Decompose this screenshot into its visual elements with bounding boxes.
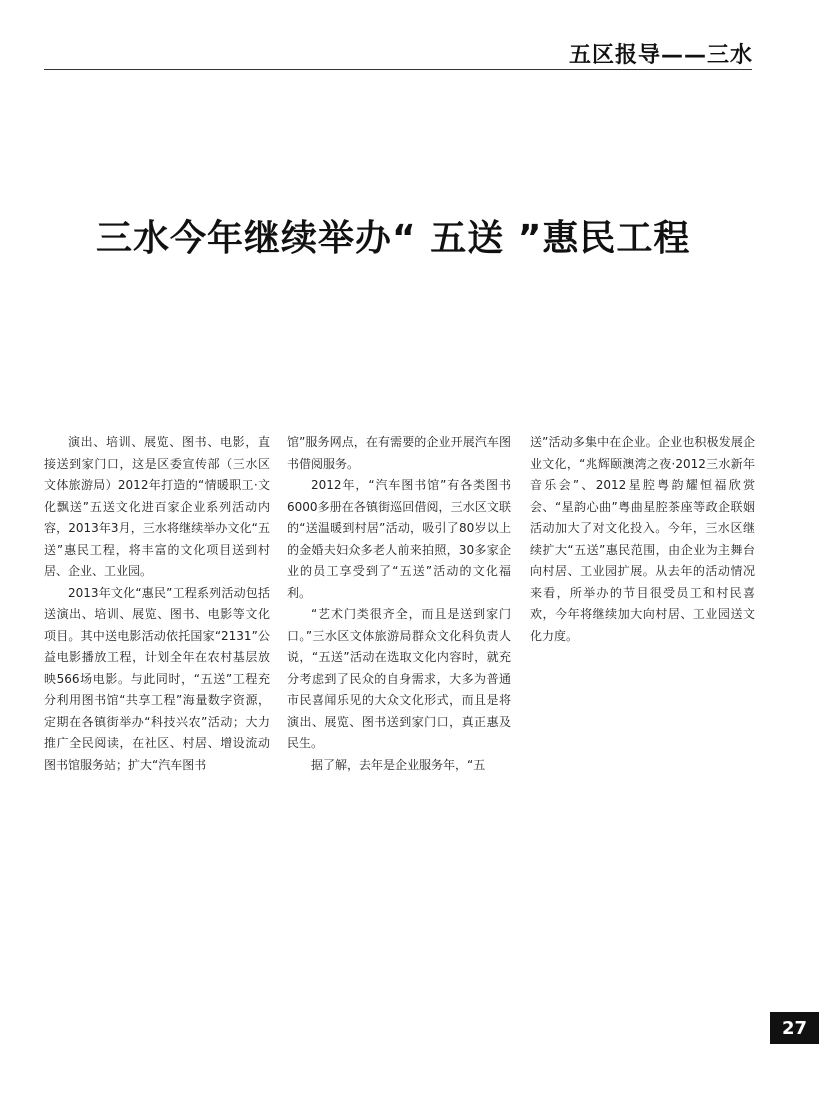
section-label: 五区报导——三水 — [568, 43, 753, 68]
paragraph: 馆”服务网点，在有需要的企业开展汽车图书借阅服务。 — [287, 435, 511, 471]
article-title: 三水今年继续举办“ 五送 ”惠民工程 — [96, 218, 691, 259]
text-column-3 — [530, 432, 755, 647]
page-number: 27 — [770, 1012, 819, 1044]
paragraph: 2012年，“汽车图书馆”有各类图书6000多册在各镇街巡回借阅，三水区文联的“送温暖到村居”活动，吸引了80岁以上的金婚夫妇众多老人前来拍照，30多家企业的员工享受到了“五送”活动的文化福利。 — [287, 478, 511, 600]
paragraph: 据了解，去年是企业服务年，“五 — [311, 757, 486, 772]
paragraph: 2013年文化“惠民”工程系列活动包括送演出、培训、展览、图书、电影等文化项目。其中送电影活动依托国家“2131”公益电影播放工程，计划全年在农村基层放映566场电影。与此同时，“五送”工程充分利用图书馆“共享工程”海量数字资源，定期在各镇街举办“科技兴农”活动；大力推广全民阅读，在社区、村居、增设流动图书馆服务站；扩大“汽车图书 — [44, 585, 270, 772]
paragraph: 送”活动多集中在企业。企业也积极发展企业文化，“兆辉颐澳湾之夜·2012三水新年音乐会”、2012星腔粤韵耀恒福欣赏会、“星韵心曲”粤曲星腔茶座等政企联姻活动加大了对文化投入。今年，三水区继续扩大“五送”惠民范围，由企业为主舞台向村居、工业园扩展。从去年的活动情况来看，所举办的节目很受员工和村民喜欢，今年将继续加大向村居、工业园送文化力度。 — [530, 435, 755, 643]
paragraph: 演出、培训、展览、图书、电影，直接送到家门口，这是区委宣传部（三水区文体旅游局）2012年打造的“情暖职工·文化飘送”五送文化进百家企业系列活动内容，2013年3月，三水将继续举办文化“五送”惠民工程，将丰富的文化项目送到村居、企业、工业园。 — [44, 435, 270, 578]
paragraph: “艺术门类很齐全，而且是送到家门口。”三水区文体旅游局群众文化科负责人说，“五送”活动在选取文化内容时，就充分考虑到了民众的自身需求，大多为普通市民喜闻乐见的大众文化形式，而且是将演出、展览、图书送到家门口，真正惠及民生。 — [287, 607, 511, 750]
text-column-1 — [44, 432, 270, 776]
header-rule — [44, 69, 752, 70]
text-column-2 — [287, 432, 511, 776]
